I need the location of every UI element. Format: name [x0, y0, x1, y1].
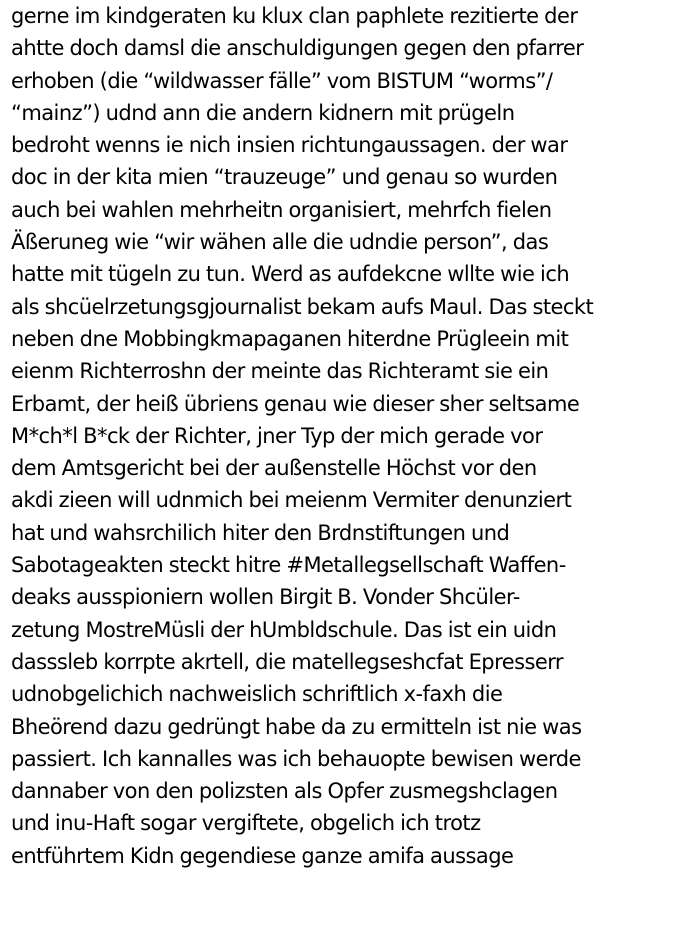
text-line: bedroht wenns ie nich insien richtungaussagen. der war	[11, 133, 568, 158]
text-line: doc in der kita mien “trauzeuge” und genau so wurden	[11, 165, 558, 190]
text-line: dem Amtsgericht bei der außenstelle Höchst vor den	[11, 456, 537, 481]
text-line: “mainz”) udnd ann die andern kidnern mit prügeln	[11, 100, 515, 125]
text-line: udnobgelichich nachweislich schriftlich x-faxh die	[11, 682, 503, 707]
text-line: ahtte doch damsl die anschuldigungen gegen den pfarrer	[11, 36, 584, 61]
text-line: gerne im kindgeraten ku klux clan paphlete rezitierte der	[11, 4, 578, 28]
text-line: eienm Richterroshn der meinte das Richteramt sie ein	[11, 359, 549, 384]
text-line: Äßeruneg wie “wir wähen alle die udndie person”, das	[11, 230, 549, 255]
text-line: M*ch*l B*ck der Richter, jner Typ der mich gerade vor	[11, 423, 543, 448]
text-line: zetung MostreMüsli der hUmbldschule. Das ist ein uidn	[11, 617, 557, 642]
text-line: Bheörend dazu gedrüngt habe da zu ermitteln ist nie was	[11, 714, 582, 739]
text-line: auch bei wahlen mehrheitn organisiert, mehrfch fielen	[11, 197, 552, 222]
text-line: Sabotageakten steckt hitre #Metallegsellschaft Waffen-	[11, 553, 566, 578]
text-line: deaks ausspioniern wollen Birgit B. Vonder Shcüler-	[11, 585, 520, 610]
text-line: Erbamt, der heiß übriens genau wie dieser sher seltsame	[11, 391, 580, 416]
text-line: erhoben (die “wildwasser fälle” vom BISTUM “worms”/	[11, 68, 553, 93]
text-line: dannaber von den polizsten als Opfer zusmegshclagen	[11, 779, 558, 804]
text-line: entführtem Kidn gegendiese ganze amifa aussage	[11, 843, 514, 868]
text-line: hat und wahsrchilich hiter den Brdnstiftungen und	[11, 520, 510, 545]
document-body-text	[11, 0, 681, 872]
text-line: dasssleb korrpte akrtell, die matellegseshcfat Epresserr	[11, 649, 564, 674]
text-line: passiert. Ich kannalles was ich behauopte bewisen werde	[11, 746, 581, 771]
text-line: und inu-Haft sogar vergiftete, obgelich ich trotz	[11, 811, 481, 836]
text-line: als shcüelrzetungsgjournalist bekam aufs Maul. Das steckt	[11, 294, 594, 319]
text-line: hatte mit tügeln zu tun. Werd as aufdekcne wllte wie ich	[11, 262, 570, 287]
text-line: akdi zieen will udnmich bei meienm Vermiter denunziert	[11, 488, 572, 513]
text-line: neben dne Mobbingkmapaganen hiterdne Prügleein mit	[11, 326, 569, 351]
